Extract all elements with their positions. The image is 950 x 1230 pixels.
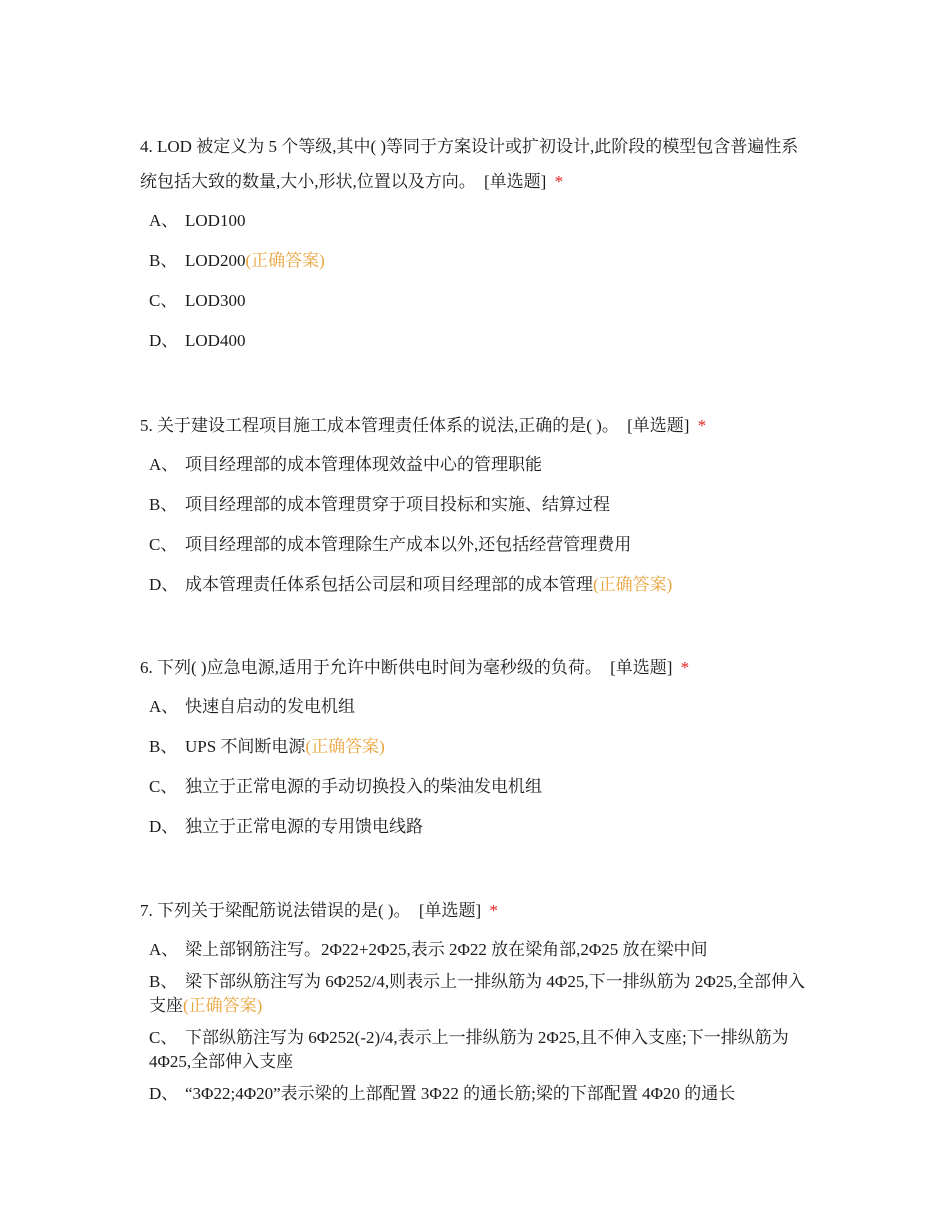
- option-text: “3Φ22;4Φ20”表示梁的上部配置 3Φ22 的通长筋;梁的下部配置 4Φ20 的通长: [185, 1084, 736, 1103]
- option-text: 项目经理部的成本管理贯穿于项目投标和实施、结算过程: [185, 495, 610, 514]
- required-asterisk: *: [680, 658, 690, 677]
- option-b[interactable]: [149, 493, 810, 517]
- question-title: 7. 下列关于梁配筋说法错误的是( )。: [140, 901, 411, 920]
- required-asterisk: *: [697, 416, 707, 435]
- option-text: 梁上部钢筋注写。2Φ22+2Φ25,表示 2Φ22 放在梁角部,2Φ25 放在梁中间: [185, 940, 708, 959]
- question-title: 4. LOD 被定义为 5 个等级,其中( )等同于方案设计或扩初设计,此阶段的模型包含普遍性系统包括大致的数量,大小,形状,位置以及方向。: [140, 137, 799, 191]
- question-block: [140, 893, 810, 1114]
- option-text: LOD100: [185, 211, 246, 230]
- option-text: 项目经理部的成本管理体现效益中心的管理职能: [185, 455, 542, 474]
- option-text: LOD300: [185, 291, 246, 310]
- correct-answer-mark: (正确答案): [593, 575, 673, 594]
- option-d[interactable]: [149, 1082, 810, 1106]
- option-text: 成本管理责任体系包括公司层和项目经理部的成本管理: [185, 575, 593, 594]
- option-c[interactable]: [149, 1026, 810, 1074]
- option-a[interactable]: [149, 453, 810, 477]
- question-title-row: [140, 893, 810, 928]
- option-letter: B、: [149, 737, 178, 756]
- question-type-label: [单选题]: [418, 901, 482, 920]
- question-title-row: [140, 129, 810, 199]
- option-letter: C、: [149, 535, 178, 554]
- option-letter: A、: [149, 455, 179, 474]
- option-d[interactable]: [149, 329, 810, 353]
- option-b[interactable]: [149, 970, 810, 1018]
- option-c[interactable]: [149, 775, 810, 799]
- options-list: [140, 695, 810, 839]
- required-asterisk: *: [489, 901, 498, 920]
- option-letter: D、: [149, 575, 179, 594]
- option-text: LOD200: [185, 251, 246, 270]
- option-text: 独立于正常电源的手动切换投入的柴油发电机组: [185, 777, 542, 796]
- option-text: LOD400: [185, 331, 246, 350]
- question-type-label: [单选题]: [627, 416, 690, 435]
- option-letter: A、: [149, 940, 179, 959]
- option-letter: A、: [149, 697, 179, 716]
- question-title: 6. 下列( )应急电源,适用于允许中断供电时间为毫秒级的负荷。: [140, 658, 602, 677]
- question-title-row: [140, 650, 810, 685]
- question-type-label: [单选题]: [610, 658, 673, 677]
- correct-answer-mark: (正确答案): [183, 996, 263, 1015]
- option-letter: B、: [149, 495, 178, 514]
- option-c[interactable]: [149, 533, 810, 557]
- option-letter: C、: [149, 291, 178, 310]
- question-type-label: [单选题]: [484, 172, 547, 191]
- option-a[interactable]: [149, 209, 810, 233]
- option-letter: C、: [149, 1028, 178, 1047]
- option-b[interactable]: [149, 735, 810, 759]
- option-text: 项目经理部的成本管理除生产成本以外,还包括经营管理费用: [185, 535, 632, 554]
- option-b[interactable]: [149, 249, 810, 273]
- required-asterisk: *: [554, 172, 564, 191]
- option-text: 下部纵筋注写为 6Φ252(-2)/4,表示上一排纵筋为 2Φ25,且不伸入支座;下一排纵筋为 4Φ25,全部伸入支座: [149, 1028, 789, 1071]
- question-title-row: [140, 408, 810, 443]
- question-title: 5. 关于建设工程项目施工成本管理责任体系的说法,正确的是( )。: [140, 416, 619, 435]
- question-block: [140, 408, 810, 613]
- options-list: [140, 453, 810, 597]
- option-a[interactable]: [149, 695, 810, 719]
- option-letter: D、: [149, 1084, 179, 1103]
- question-block: [140, 129, 810, 369]
- option-a[interactable]: [149, 938, 810, 962]
- options-list: [140, 938, 810, 1106]
- option-c[interactable]: [149, 289, 810, 313]
- option-text: UPS 不间断电源: [185, 737, 306, 756]
- question-block: [140, 650, 810, 855]
- option-d[interactable]: [149, 573, 810, 597]
- option-letter: B、: [149, 972, 178, 991]
- option-text: 独立于正常电源的专用馈电线路: [185, 817, 423, 836]
- option-letter: D、: [149, 331, 179, 350]
- option-text: 梁下部纵筋注写为 6Φ252/4,则表示上一排纵筋为 4Φ25,下一排纵筋为 2Φ25,全部伸入支座: [149, 972, 806, 1015]
- option-text: 快速自启动的发电机组: [185, 697, 355, 716]
- option-d[interactable]: [149, 815, 810, 839]
- option-letter: B、: [149, 251, 178, 270]
- options-list: [140, 209, 810, 353]
- option-letter: C、: [149, 777, 178, 796]
- option-letter: D、: [149, 817, 179, 836]
- correct-answer-mark: (正确答案): [305, 737, 385, 756]
- correct-answer-mark: (正确答案): [245, 251, 325, 270]
- option-letter: A、: [149, 211, 179, 230]
